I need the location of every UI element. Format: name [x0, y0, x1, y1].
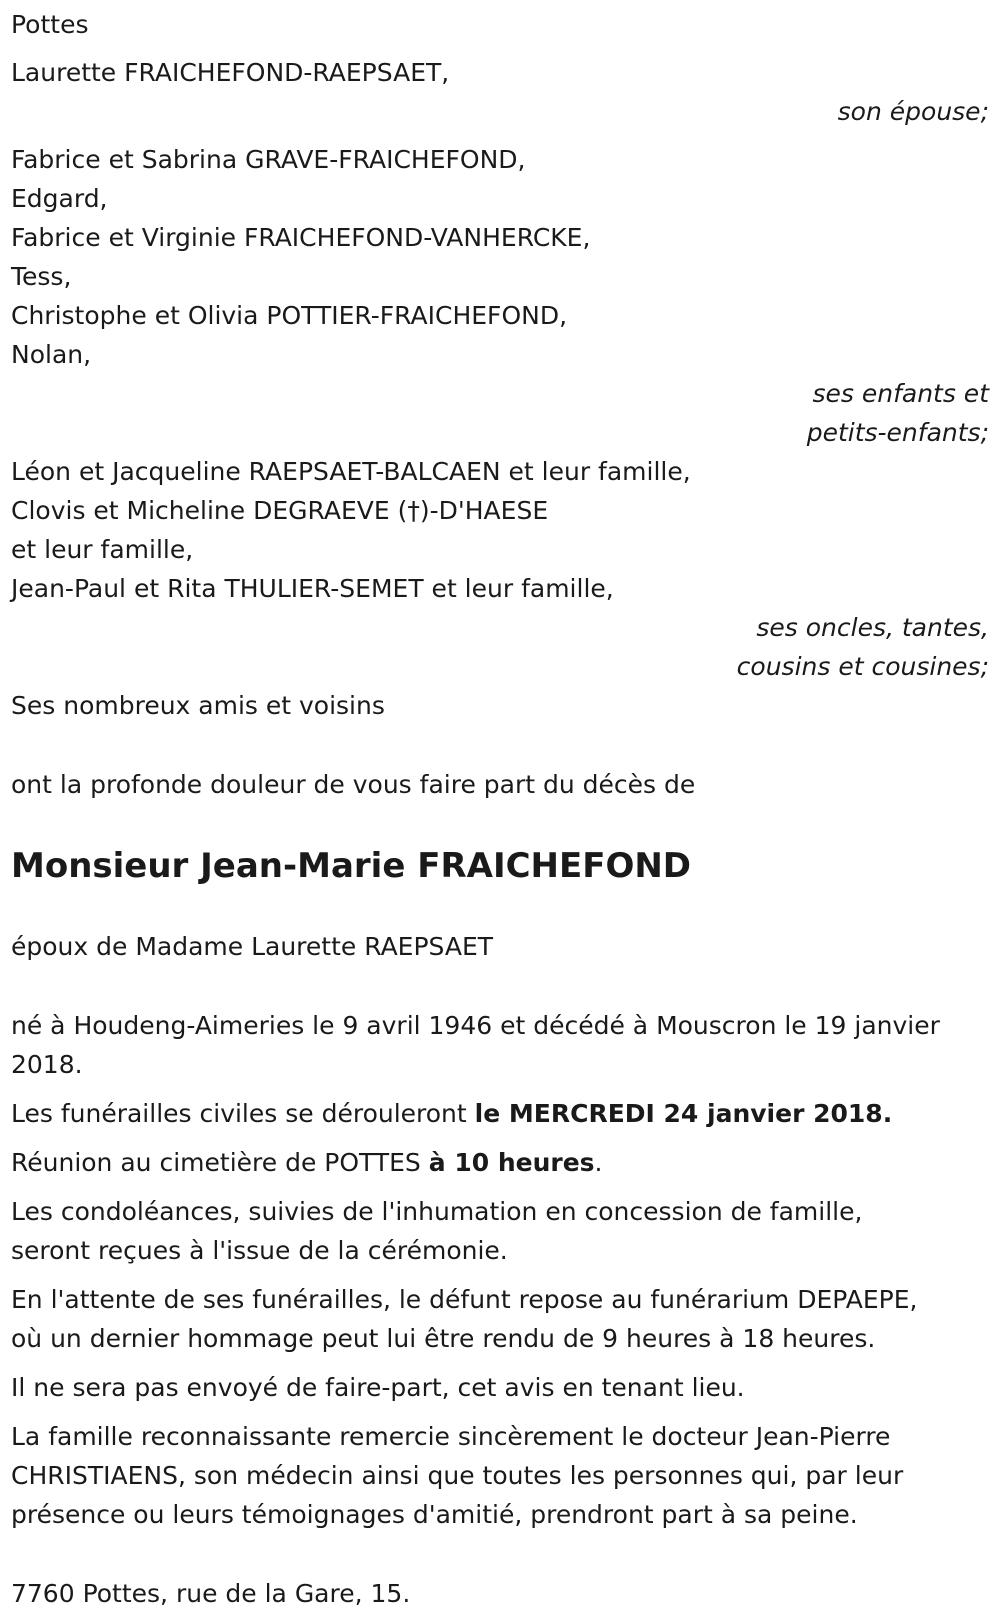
deceased-name: Monsieur Jean-Marie FRAICHEFOND — [11, 846, 692, 886]
notice-line: Il ne sera pas envoyé de faire-part, cet avis en tenant lieu. — [11, 1373, 745, 1402]
meeting-prefix: Réunion au cimetière de POTTES — [11, 1148, 429, 1177]
birth-death-paragraph — [11, 1006, 989, 1084]
spouse-block — [11, 53, 989, 131]
relative-name: Léon et Jacqueline RAEPSAET-BALCAEN et leur famille, — [11, 457, 691, 486]
child-name: Fabrice et Virginie FRAICHEFOND-VANHERCKE, — [11, 223, 591, 252]
rest-line2: où un dernier hommage peut lui être rendu de 9 heures à 18 heures. — [11, 1324, 876, 1353]
thanks-line2: CHRISTIAENS, son médecin ainsi que toutes les personnes qui, par leur — [11, 1461, 904, 1490]
birth-death-line1: né à Houdeng-Aimeries le 9 avril 1946 et décédé à Mouscron le 19 janvier — [11, 1011, 940, 1040]
funeral-prefix: Les funérailles civiles se dérouleront — [11, 1099, 475, 1128]
meeting-time: à 10 heures — [428, 1148, 595, 1177]
spouse-relation: son épouse; — [837, 97, 989, 126]
spacer — [11, 131, 989, 140]
thanks-line1: La famille reconnaissante remercie sincèrement le docteur Jean-Pierre — [11, 1422, 891, 1451]
child-name: Edgard, — [11, 184, 108, 213]
condolences-paragraph — [11, 1192, 989, 1270]
rest-paragraph — [11, 1280, 989, 1358]
relative-name: Jean-Paul et Rita THULIER-SEMET et leur famille, — [11, 574, 614, 603]
friends-line: Ses nombreux amis et voisins — [11, 691, 385, 720]
child-name: Nolan, — [11, 340, 92, 369]
spouse-of-line: époux de Madame Laurette RAEPSAET — [11, 932, 494, 961]
spacer — [11, 1544, 989, 1574]
thanks-paragraph — [11, 1417, 989, 1534]
thanks-line3: présence ou leurs témoignages d'amitié, prendront part à sa peine. — [11, 1500, 858, 1529]
relative-name: Clovis et Micheline DEGRAEVE (†)-D'HAESE — [11, 496, 549, 525]
rest-line1: En l'attente de ses funérailles, le défunt repose au funérarium DEPAEPE, — [11, 1285, 918, 1314]
announcement-line: ont la profonde douleur de vous faire part du décès de — [11, 770, 696, 799]
meeting-paragraph — [11, 1143, 989, 1182]
notice-paragraph — [11, 1368, 989, 1407]
condolences-line1: Les condoléances, suivies de l'inhumation en concession de famille, — [11, 1197, 863, 1226]
funeral-paragraph — [11, 1094, 989, 1133]
condolences-line2: seront reçues à l'issue de la cérémonie. — [11, 1236, 508, 1265]
spacer — [11, 966, 989, 1006]
meeting-suffix: . — [594, 1148, 603, 1177]
funeral-date: le MERCREDI 24 janvier 2018. — [474, 1099, 893, 1128]
relatives-block — [11, 452, 989, 686]
relative-name: et leur famille, — [11, 535, 194, 564]
children-relation-line2: petits-enfants; — [806, 418, 989, 447]
child-name: Christophe et Olivia POTTIER-FRAICHEFOND, — [11, 301, 568, 330]
spacer — [11, 44, 989, 53]
relatives-relation-line1: ses oncles, tantes, — [756, 613, 989, 642]
relatives-relation-line2: cousins et cousines; — [736, 652, 989, 681]
children-relation-line1: ses enfants et — [812, 379, 989, 408]
spacer — [11, 725, 989, 765]
address-line: 7760 Pottes, rue de la Gare, 15. — [11, 1579, 411, 1608]
spouse-name: Laurette FRAICHEFOND-RAEPSAET, — [11, 58, 450, 87]
heading-town: Pottes — [11, 10, 89, 39]
children-block — [11, 140, 989, 452]
child-name: Fabrice et Sabrina GRAVE-FRAICHEFOND, — [11, 145, 526, 174]
child-name: Tess, — [11, 262, 72, 291]
birth-death-line2: 2018. — [11, 1050, 83, 1079]
